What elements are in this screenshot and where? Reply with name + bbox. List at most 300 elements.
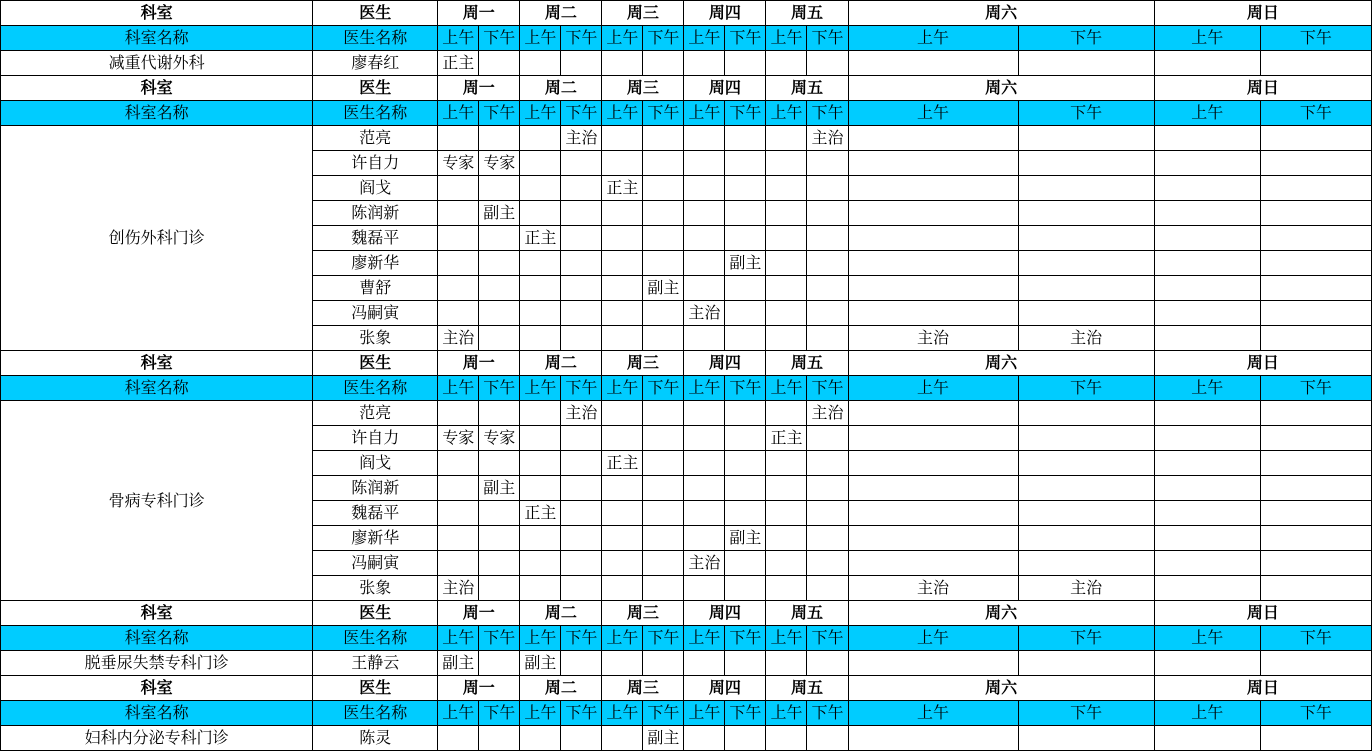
slot-cell	[725, 476, 766, 501]
pm-header: 下午	[643, 701, 684, 726]
doctor-row	[1, 726, 1372, 751]
slot-cell	[602, 401, 643, 426]
slot-cell	[848, 501, 1018, 526]
dept-header: 科室	[1, 601, 313, 626]
slot-cell	[1260, 251, 1371, 276]
slot-cell	[520, 276, 561, 301]
am-header: 上午	[438, 26, 479, 51]
dept-header: 科室	[1, 76, 313, 101]
slot-cell	[520, 451, 561, 476]
day-header: 周五	[766, 1, 848, 26]
slot-cell: 主治	[438, 326, 479, 351]
slot-cell	[807, 726, 848, 751]
slot-cell	[479, 726, 520, 751]
slot-cell: 专家	[479, 151, 520, 176]
slot-cell	[684, 426, 725, 451]
slot-cell	[684, 176, 725, 201]
slot-cell	[561, 501, 602, 526]
slot-cell	[766, 451, 807, 476]
day-header: 周四	[684, 676, 766, 701]
slot-cell	[479, 301, 520, 326]
doctor-name-cell: 冯嗣寅	[313, 551, 438, 576]
slot-cell	[520, 151, 561, 176]
day-header: 周五	[766, 76, 848, 101]
slot-cell	[807, 51, 848, 76]
slot-cell	[807, 201, 848, 226]
slot-cell	[848, 201, 1018, 226]
slot-cell	[684, 201, 725, 226]
doctor-row	[1, 126, 1372, 151]
slot-cell	[725, 151, 766, 176]
doctor-name-cell: 魏磊平	[313, 226, 438, 251]
subheader-row	[1, 101, 1372, 126]
slot-cell	[479, 551, 520, 576]
slot-cell	[1154, 51, 1260, 76]
slot-cell	[1154, 551, 1260, 576]
slot-cell	[684, 251, 725, 276]
am-header: 上午	[684, 626, 725, 651]
slot-cell	[561, 301, 602, 326]
pm-header: 下午	[479, 26, 520, 51]
slot-cell	[766, 651, 807, 676]
doctor-name-header: 医生名称	[313, 376, 438, 401]
slot-cell	[766, 276, 807, 301]
slot-cell: 专家	[438, 426, 479, 451]
day-header: 周一	[438, 76, 520, 101]
day-header: 周三	[602, 76, 684, 101]
day-header: 周一	[438, 601, 520, 626]
am-header: 上午	[766, 626, 807, 651]
day-header: 周五	[766, 351, 848, 376]
pm-header: 下午	[807, 701, 848, 726]
slot-cell	[1018, 426, 1154, 451]
am-header: 上午	[520, 626, 561, 651]
slot-cell	[1154, 276, 1260, 301]
slot-cell	[561, 151, 602, 176]
slot-cell	[1018, 226, 1154, 251]
am-header: 上午	[766, 701, 807, 726]
pm-header: 下午	[807, 376, 848, 401]
pm-header: 下午	[1018, 626, 1154, 651]
header-row	[1, 76, 1372, 101]
am-header: 上午	[602, 701, 643, 726]
slot-cell	[725, 226, 766, 251]
slot-cell	[807, 451, 848, 476]
pm-header: 下午	[561, 26, 602, 51]
pm-header: 下午	[807, 26, 848, 51]
slot-cell: 主治	[561, 126, 602, 151]
slot-cell: 正主	[520, 501, 561, 526]
slot-cell	[479, 401, 520, 426]
slot-cell	[479, 451, 520, 476]
slot-cell	[438, 726, 479, 751]
slot-cell	[684, 651, 725, 676]
slot-cell	[725, 201, 766, 226]
doctor-row	[1, 651, 1372, 676]
slot-cell	[1154, 226, 1260, 251]
day-header: 周六	[848, 1, 1154, 26]
day-header: 周六	[848, 601, 1154, 626]
am-header: 上午	[848, 376, 1018, 401]
slot-cell	[766, 126, 807, 151]
slot-cell	[602, 476, 643, 501]
slot-cell	[1018, 251, 1154, 276]
slot-cell	[766, 51, 807, 76]
slot-cell	[766, 226, 807, 251]
slot-cell	[1018, 301, 1154, 326]
slot-cell: 主治	[848, 326, 1018, 351]
slot-cell	[1018, 401, 1154, 426]
slot-cell	[643, 176, 684, 201]
pm-header: 下午	[725, 376, 766, 401]
subheader-row	[1, 701, 1372, 726]
slot-cell	[1018, 726, 1154, 751]
slot-cell: 正主	[602, 176, 643, 201]
slot-cell	[643, 326, 684, 351]
slot-cell	[684, 576, 725, 601]
doctor-name-cell: 许自力	[313, 151, 438, 176]
header-row	[1, 351, 1372, 376]
slot-cell	[848, 451, 1018, 476]
slot-cell	[848, 126, 1018, 151]
slot-cell	[561, 551, 602, 576]
slot-cell	[848, 551, 1018, 576]
slot-cell	[766, 476, 807, 501]
am-header: 上午	[1154, 626, 1260, 651]
slot-cell	[602, 576, 643, 601]
slot-cell	[1154, 476, 1260, 501]
slot-cell	[602, 151, 643, 176]
slot-cell	[766, 326, 807, 351]
slot-cell	[520, 551, 561, 576]
pm-header: 下午	[643, 626, 684, 651]
slot-cell	[643, 126, 684, 151]
dept-header: 科室	[1, 1, 313, 26]
slot-cell	[848, 651, 1018, 676]
slot-cell: 副主	[725, 526, 766, 551]
pm-header: 下午	[479, 626, 520, 651]
slot-cell	[438, 201, 479, 226]
am-header: 上午	[684, 701, 725, 726]
doctor-name-cell: 廖春红	[313, 51, 438, 76]
slot-cell	[1018, 501, 1154, 526]
doctor-header: 医生	[313, 351, 438, 376]
slot-cell	[561, 476, 602, 501]
day-header: 周四	[684, 601, 766, 626]
slot-cell	[684, 276, 725, 301]
slot-cell	[602, 251, 643, 276]
slot-cell	[1154, 576, 1260, 601]
doctor-name-header: 医生名称	[313, 701, 438, 726]
doctor-name-cell: 范亮	[313, 401, 438, 426]
slot-cell	[1154, 401, 1260, 426]
slot-cell	[848, 301, 1018, 326]
day-header: 周六	[848, 676, 1154, 701]
dept-name-header: 科室名称	[1, 101, 313, 126]
day-header: 周三	[602, 601, 684, 626]
schedule-body	[1, 1, 1372, 751]
day-header: 周一	[438, 1, 520, 26]
slot-cell	[479, 51, 520, 76]
doctor-name-cell: 范亮	[313, 126, 438, 151]
day-header: 周四	[684, 76, 766, 101]
slot-cell	[643, 251, 684, 276]
slot-cell	[602, 326, 643, 351]
slot-cell	[1154, 151, 1260, 176]
slot-cell	[807, 301, 848, 326]
am-header: 上午	[1154, 701, 1260, 726]
slot-cell	[1260, 201, 1371, 226]
slot-cell	[520, 576, 561, 601]
day-header: 周一	[438, 676, 520, 701]
am-header: 上午	[1154, 26, 1260, 51]
slot-cell: 专家	[479, 426, 520, 451]
slot-cell	[725, 176, 766, 201]
pm-header: 下午	[807, 626, 848, 651]
slot-cell	[602, 426, 643, 451]
slot-cell	[766, 251, 807, 276]
doctor-name-cell: 廖新华	[313, 526, 438, 551]
day-header: 周日	[1154, 601, 1371, 626]
day-header: 周二	[520, 76, 602, 101]
slot-cell	[1260, 51, 1371, 76]
slot-cell	[438, 526, 479, 551]
slot-cell	[1260, 651, 1371, 676]
slot-cell	[1260, 451, 1371, 476]
slot-cell	[1260, 276, 1371, 301]
slot-cell	[602, 201, 643, 226]
slot-cell	[684, 126, 725, 151]
slot-cell	[520, 401, 561, 426]
slot-cell	[520, 126, 561, 151]
slot-cell	[1154, 501, 1260, 526]
slot-cell	[725, 276, 766, 301]
subheader-row	[1, 626, 1372, 651]
header-row	[1, 601, 1372, 626]
slot-cell	[561, 226, 602, 251]
slot-cell	[807, 526, 848, 551]
slot-cell	[1260, 326, 1371, 351]
slot-cell	[479, 176, 520, 201]
slot-cell	[602, 501, 643, 526]
day-header: 周六	[848, 76, 1154, 101]
slot-cell	[643, 401, 684, 426]
am-header: 上午	[766, 26, 807, 51]
slot-cell	[561, 326, 602, 351]
slot-cell	[1260, 526, 1371, 551]
slot-cell	[1018, 176, 1154, 201]
slot-cell	[602, 51, 643, 76]
pm-header: 下午	[1018, 101, 1154, 126]
doctor-name-cell: 陈润新	[313, 201, 438, 226]
slot-cell	[561, 51, 602, 76]
slot-cell	[561, 276, 602, 301]
slot-cell	[561, 526, 602, 551]
doctor-header: 医生	[313, 601, 438, 626]
slot-cell	[643, 201, 684, 226]
slot-cell	[1154, 201, 1260, 226]
slot-cell	[1018, 276, 1154, 301]
slot-cell	[479, 251, 520, 276]
slot-cell	[1260, 151, 1371, 176]
slot-cell	[848, 51, 1018, 76]
am-header: 上午	[684, 26, 725, 51]
slot-cell	[1154, 526, 1260, 551]
pm-header: 下午	[725, 26, 766, 51]
slot-cell	[725, 501, 766, 526]
dept-name-cell: 妇科内分泌专科门诊	[1, 726, 313, 751]
am-header: 上午	[684, 376, 725, 401]
slot-cell: 主治	[438, 576, 479, 601]
pm-header: 下午	[479, 701, 520, 726]
slot-cell	[1018, 451, 1154, 476]
slot-cell: 主治	[684, 551, 725, 576]
doctor-name-cell: 许自力	[313, 426, 438, 451]
slot-cell	[725, 651, 766, 676]
am-header: 上午	[438, 626, 479, 651]
slot-cell	[1018, 201, 1154, 226]
day-header: 周日	[1154, 676, 1371, 701]
slot-cell: 副主	[725, 251, 766, 276]
slot-cell	[1018, 526, 1154, 551]
slot-cell	[479, 326, 520, 351]
slot-cell	[766, 151, 807, 176]
slot-cell	[1260, 476, 1371, 501]
day-header: 周四	[684, 1, 766, 26]
slot-cell	[848, 726, 1018, 751]
slot-cell	[643, 51, 684, 76]
slot-cell	[684, 401, 725, 426]
slot-cell	[684, 526, 725, 551]
slot-cell	[561, 426, 602, 451]
slot-cell	[1154, 251, 1260, 276]
doctor-name-cell: 张象	[313, 576, 438, 601]
doctor-name-cell: 冯嗣寅	[313, 301, 438, 326]
am-header: 上午	[848, 626, 1018, 651]
slot-cell	[643, 651, 684, 676]
pm-header: 下午	[1018, 26, 1154, 51]
slot-cell	[1018, 651, 1154, 676]
slot-cell	[602, 226, 643, 251]
slot-cell	[438, 301, 479, 326]
am-header: 上午	[602, 376, 643, 401]
slot-cell	[438, 251, 479, 276]
day-header: 周日	[1154, 76, 1371, 101]
slot-cell	[848, 251, 1018, 276]
slot-cell: 主治	[1018, 326, 1154, 351]
slot-cell	[1154, 451, 1260, 476]
slot-cell	[1154, 651, 1260, 676]
slot-cell	[1260, 426, 1371, 451]
slot-cell	[807, 151, 848, 176]
pm-header: 下午	[1260, 26, 1371, 51]
doctor-name-cell: 魏磊平	[313, 501, 438, 526]
slot-cell: 正主	[438, 51, 479, 76]
am-header: 上午	[766, 101, 807, 126]
slot-cell	[1018, 551, 1154, 576]
dept-header: 科室	[1, 676, 313, 701]
pm-header: 下午	[725, 626, 766, 651]
doctor-name-header: 医生名称	[313, 626, 438, 651]
pm-header: 下午	[1260, 376, 1371, 401]
doctor-header: 医生	[313, 676, 438, 701]
day-header: 周二	[520, 1, 602, 26]
slot-cell	[848, 476, 1018, 501]
doctor-name-cell: 张象	[313, 326, 438, 351]
pm-header: 下午	[1018, 376, 1154, 401]
slot-cell	[1018, 51, 1154, 76]
slot-cell	[602, 126, 643, 151]
slot-cell	[602, 301, 643, 326]
am-header: 上午	[520, 701, 561, 726]
slot-cell	[766, 526, 807, 551]
dept-name-cell: 脱垂尿失禁专科门诊	[1, 651, 313, 676]
slot-cell: 副主	[520, 651, 561, 676]
slot-cell	[766, 576, 807, 601]
am-header: 上午	[1154, 101, 1260, 126]
am-header: 上午	[602, 626, 643, 651]
slot-cell	[766, 201, 807, 226]
slot-cell	[725, 126, 766, 151]
slot-cell	[848, 401, 1018, 426]
pm-header: 下午	[479, 101, 520, 126]
day-header: 周五	[766, 601, 848, 626]
slot-cell	[848, 426, 1018, 451]
day-header: 周六	[848, 351, 1154, 376]
slot-cell	[1018, 476, 1154, 501]
doctor-name-cell: 陈灵	[313, 726, 438, 751]
slot-cell	[807, 176, 848, 201]
doctor-header: 医生	[313, 1, 438, 26]
pm-header: 下午	[1018, 701, 1154, 726]
pm-header: 下午	[1260, 626, 1371, 651]
am-header: 上午	[438, 701, 479, 726]
slot-cell	[684, 151, 725, 176]
slot-cell	[807, 576, 848, 601]
slot-cell	[602, 726, 643, 751]
slot-cell	[643, 451, 684, 476]
doctor-header: 医生	[313, 76, 438, 101]
slot-cell	[848, 176, 1018, 201]
slot-cell: 主治	[1018, 576, 1154, 601]
slot-cell	[684, 226, 725, 251]
am-header: 上午	[848, 701, 1018, 726]
slot-cell	[725, 401, 766, 426]
am-header: 上午	[438, 376, 479, 401]
dept-name-header: 科室名称	[1, 376, 313, 401]
slot-cell	[520, 176, 561, 201]
slot-cell: 专家	[438, 151, 479, 176]
slot-cell	[643, 526, 684, 551]
day-header: 周日	[1154, 1, 1371, 26]
slot-cell	[684, 51, 725, 76]
slot-cell	[479, 276, 520, 301]
day-header: 周日	[1154, 351, 1371, 376]
slot-cell	[766, 301, 807, 326]
slot-cell	[1260, 176, 1371, 201]
slot-cell	[438, 401, 479, 426]
am-header: 上午	[848, 101, 1018, 126]
slot-cell	[438, 126, 479, 151]
slot-cell	[684, 726, 725, 751]
am-header: 上午	[684, 101, 725, 126]
day-header: 周五	[766, 676, 848, 701]
slot-cell	[684, 451, 725, 476]
slot-cell	[807, 651, 848, 676]
doctor-name-cell: 阎戈	[313, 451, 438, 476]
slot-cell	[479, 526, 520, 551]
am-header: 上午	[520, 101, 561, 126]
